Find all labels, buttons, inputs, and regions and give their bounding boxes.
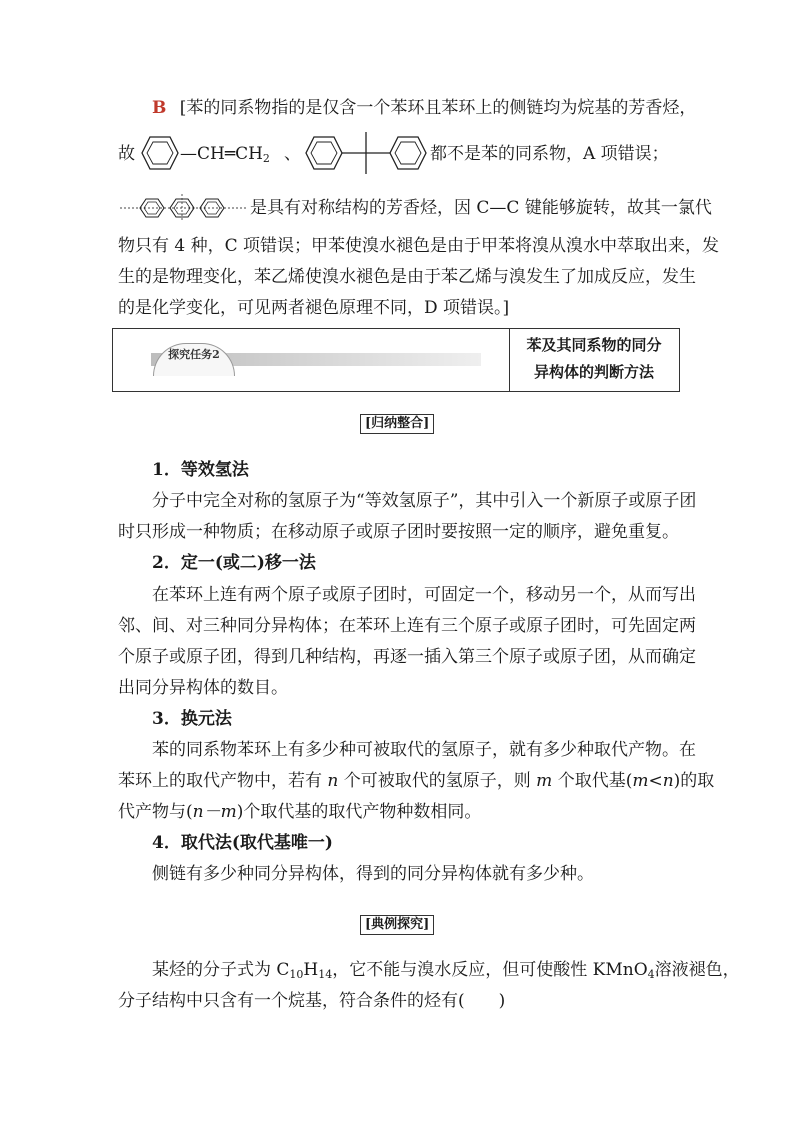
method-1-text-2: 时只形成一种物质；在移动原子或原子团时要按照一定的顺序，避免重复。: [118, 522, 679, 542]
method-heading-1: 1．等效氢法: [152, 460, 249, 480]
method-3-text-3: 代产物与(n－m)个取代基的取代产物种数相同。: [118, 802, 482, 822]
task-title-line-1: 苯及其同系物的同分: [526, 336, 662, 354]
answer-text-4: 物只有 4 种，C 项错误；甲苯使溴水褪色是由于甲苯将溴从溴水中萃取出来，发: [118, 236, 720, 256]
answer-text-1: [苯的同系物指的是仅含一个苯环且苯环上的侧链均为烷基的芳香烃，: [179, 98, 697, 118]
answer-prefix: 故: [118, 144, 135, 164]
answer-text-2: 都不是苯的同系物，A 项错误；: [430, 144, 669, 164]
method-heading-4: 4．取代法(取代基唯一): [152, 833, 333, 853]
answer-text-5: 生的是物理变化，苯乙烯使溴水褪色是由于苯乙烯与溴发生了加成反应，发生: [118, 267, 696, 287]
method-2-text-2: 邻、间、对三种同分异构体；在苯环上连有三个原子或原子团时，可先固定两: [118, 616, 696, 636]
method-2-text-4: 出同分异构体的数目。: [118, 678, 288, 698]
task-banner: [113, 329, 510, 391]
method-2-text-3: 个原子或原子团，得到几种结构，再逐一插入第三个原子或原子团，从而确定: [118, 647, 696, 667]
styrene-vinyl-label: $—CH═CH_2$: [180, 144, 270, 165]
method-2-text-1: 在苯环上连有两个原子或原子团时，可固定一个，移动另一个，从而写出: [152, 585, 696, 605]
terphenyl-symmetry-structure: [118, 194, 248, 222]
method-1-text-1: 分子中完全对称的氢原子为“等效氢原子”，其中引入一个新原子或原子团: [152, 491, 697, 511]
example-section-label: [典例探究]: [360, 915, 434, 935]
styrene-benzene-ring: [140, 134, 180, 172]
answer-text-3: 是具有对称结构的芳香烃，因 C—C 键能够旋转，故其一氯代: [250, 198, 712, 218]
example-question-line-2: 分子结构中只含有一个烷基，符合条件的烃有( ): [118, 991, 506, 1011]
task-header-table: [112, 328, 680, 392]
summary-section-label: [归纳整合]: [360, 414, 434, 434]
method-heading-3: 3．换元法: [152, 709, 232, 729]
task-title-line-2: 异构体的判断方法: [533, 363, 654, 381]
diphenyl-dimethylmethane-structure: [304, 126, 428, 180]
method-heading-2: 2．定一(或二)移一法: [152, 553, 316, 573]
example-question-line-1: 某烃的分子式为 $C_{10}H_{14}$，它不能与溴水反应，但可使酸性 KMnO$_4$溶液褪色，: [152, 960, 740, 981]
structure-separator: 、: [284, 144, 301, 164]
task-title: [509, 329, 679, 394]
answer-line-1: [152, 96, 696, 120]
method-4-text-1: 侧链有多少种同分异构体，得到的同分异构体就有多少种。: [152, 864, 594, 884]
task-badge: 探究任务2: [153, 343, 235, 376]
method-3-text-2: 苯环上的取代产物中，若有 n 个可被取代的氢原子，则 m 个取代基(m<n)的取: [118, 771, 715, 791]
method-3-text-1: 苯的同系物苯环上有多少种可被取代的氢原子，就有多少种取代产物。在: [152, 740, 696, 760]
answer-text-6: 的是化学变化，可见两者褪色原理不同，D 项错误。]: [118, 298, 510, 318]
answer-letter: B: [152, 98, 167, 118]
